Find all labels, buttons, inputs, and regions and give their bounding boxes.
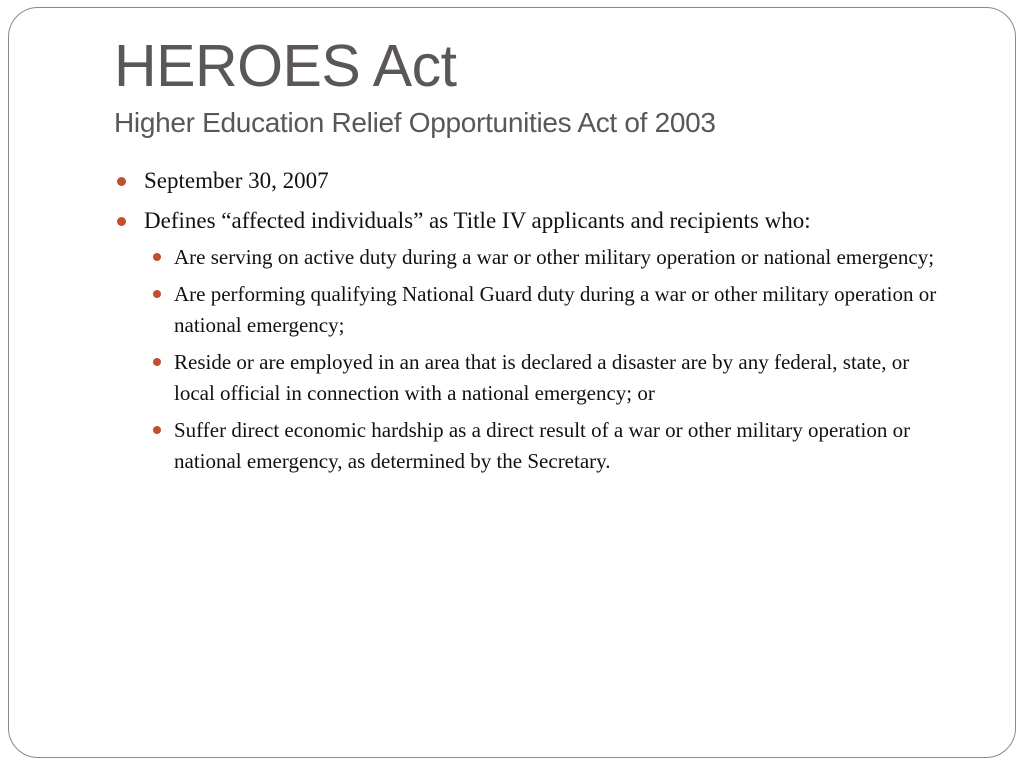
sub-bullet-text: Are serving on active duty during a war or other military operation or national emergency; [174,245,935,269]
sub-bullet-list [144,242,954,477]
sub-bullet-item [144,415,954,477]
bullet-dot-icon [117,177,126,186]
bullet-list [114,166,954,477]
bullet-dot-icon [153,358,161,366]
bullet-dot-icon [153,290,161,298]
bullet-dot-icon [153,253,161,261]
sub-bullet-item [144,279,954,341]
bullet-text: Defines “affected individuals” as Title IV applicants and recipients who: [144,208,811,233]
bullet-item [114,206,954,477]
bullet-dot-icon [153,426,161,434]
sub-bullet-text: Are performing qualifying National Guard duty during a war or other military operation or national emergency; [174,282,937,337]
bullet-dot-icon [117,217,126,226]
slide-content [114,166,954,487]
bullet-item [114,166,954,196]
title-block [114,30,974,140]
slide-subtitle: Higher Education Relief Opportunities Act of 2003 [114,107,716,138]
sub-bullet-item [144,347,954,409]
sub-bullet-item [144,242,954,273]
slide-title: HEROES Act [114,33,457,99]
sub-bullet-text: Reside or are employed in an area that is declared a disaster are by any federal, state, or local official in connection with a national emergency; or [174,350,910,405]
bullet-text: September 30, 2007 [144,168,329,193]
sub-bullet-text: Suffer direct economic hardship as a direct result of a war or other military operation or national emergency, as determined by the Secretary. [174,418,911,473]
